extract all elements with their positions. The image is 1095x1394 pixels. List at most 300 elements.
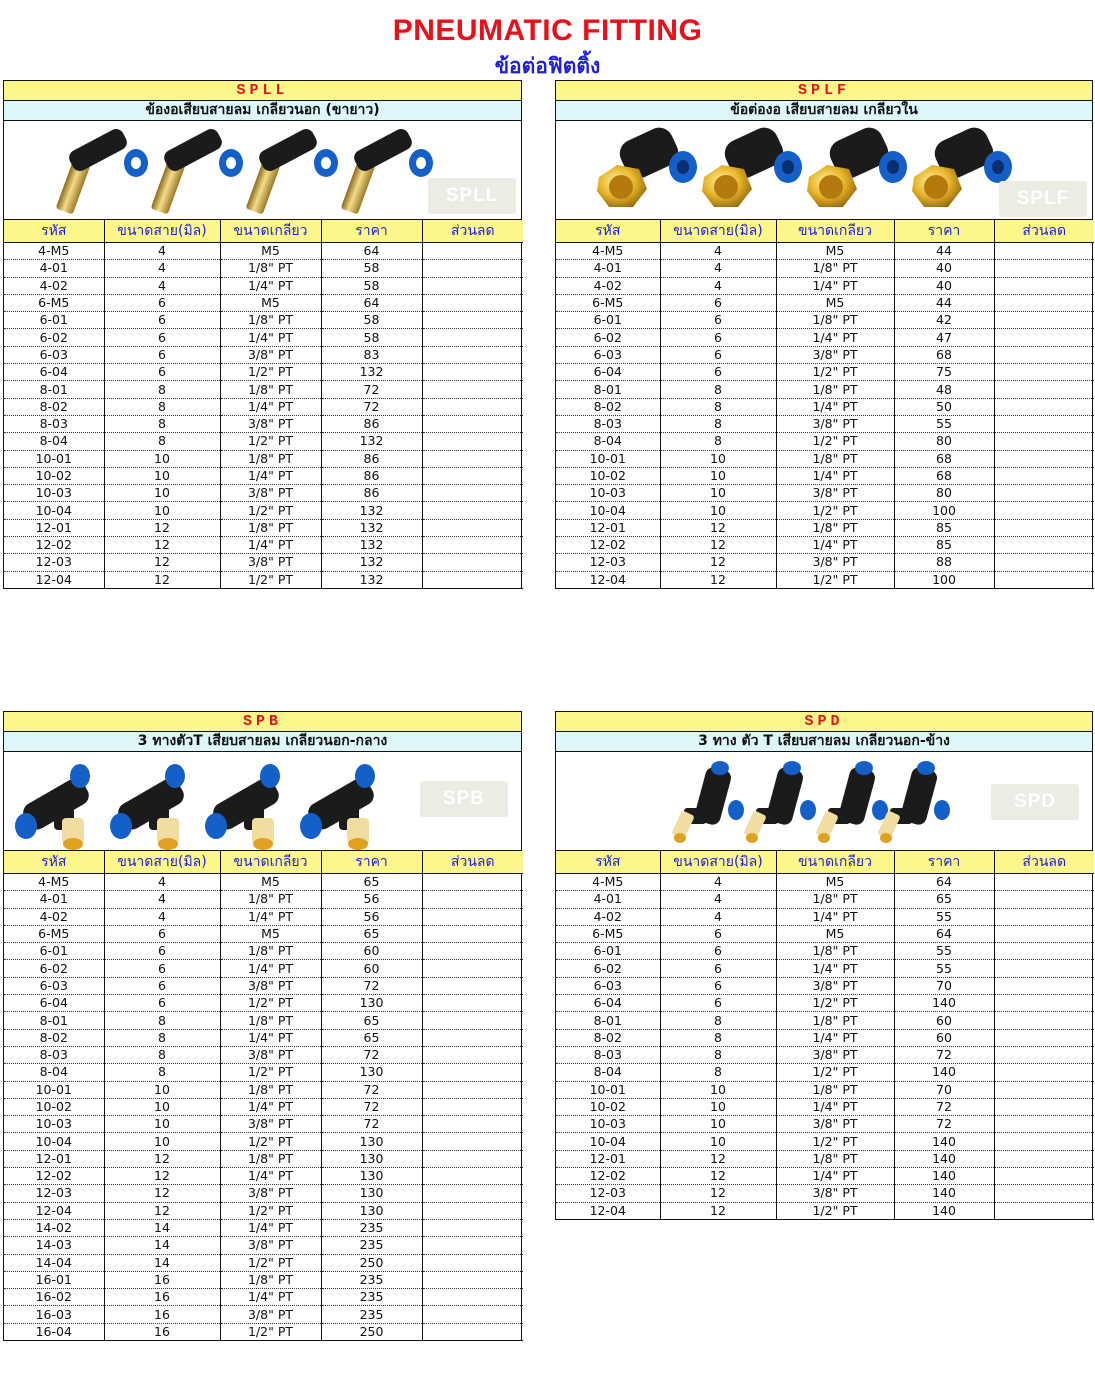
- cell-code: 4-02: [556, 908, 660, 925]
- cell-code: 12-02: [556, 537, 660, 554]
- cell-tube-size: 8: [104, 433, 220, 450]
- table-row: [556, 1185, 1094, 1202]
- table-row: [4, 1185, 523, 1202]
- cell-tube-size: 8: [104, 1012, 220, 1029]
- cell-discount: [994, 1098, 1094, 1115]
- cell-price: 44: [894, 294, 994, 311]
- cell-code: 6-02: [556, 329, 660, 346]
- cell-tube-size: 10: [104, 467, 220, 484]
- cell-code: 10-03: [556, 1116, 660, 1133]
- cell-tube-size: 10: [104, 450, 220, 467]
- cell-tube-size: 10: [660, 450, 776, 467]
- cell-thread-size: 1/4" PT: [220, 467, 321, 484]
- table-row: [556, 960, 1094, 977]
- table-row: [556, 485, 1094, 502]
- cell-tube-size: 6: [104, 346, 220, 363]
- cell-tube-size: 14: [104, 1219, 220, 1236]
- cell-price: 132: [321, 537, 422, 554]
- cell-tube-size: 6: [104, 925, 220, 942]
- cell-tube-size: 4: [104, 243, 220, 260]
- section-spb: [3, 711, 522, 1341]
- cell-price: 130: [321, 1150, 422, 1167]
- cell-price: 132: [321, 519, 422, 536]
- cell-thread-size: 1/2" PT: [776, 364, 894, 381]
- cell-discount: [994, 874, 1094, 891]
- table-row: [4, 925, 523, 942]
- cell-thread-size: 3/8" PT: [220, 1116, 321, 1133]
- table-row: [556, 925, 1094, 942]
- cell-thread-size: 1/8" PT: [776, 1081, 894, 1098]
- cell-discount: [422, 874, 523, 891]
- cell-price: 80: [894, 433, 994, 450]
- cell-price: 64: [894, 874, 994, 891]
- cell-price: 70: [894, 977, 994, 994]
- cell-price: 68: [894, 346, 994, 363]
- cell-price: 64: [321, 243, 422, 260]
- cell-tube-size: 10: [660, 502, 776, 519]
- cell-price: 86: [321, 485, 422, 502]
- cell-tube-size: 6: [104, 943, 220, 960]
- cell-tube-size: 8: [660, 398, 776, 415]
- cell-code: 8-03: [4, 1046, 104, 1063]
- cell-price: 140: [894, 1185, 994, 1202]
- cell-discount: [994, 485, 1094, 502]
- cell-tube-size: 6: [660, 995, 776, 1012]
- cell-code: 16-02: [4, 1289, 104, 1306]
- cell-thread-size: 1/2" PT: [776, 433, 894, 450]
- table-row: [556, 502, 1094, 519]
- cell-discount: [422, 381, 523, 398]
- cell-discount: [422, 312, 523, 329]
- table-row: [556, 346, 1094, 363]
- col-discount: ส่วนลด: [422, 220, 523, 243]
- cell-discount: [422, 1046, 523, 1063]
- cell-code: 6-M5: [556, 925, 660, 942]
- price-table: [4, 220, 523, 589]
- cell-price: 60: [894, 1029, 994, 1046]
- cell-discount: [422, 1012, 523, 1029]
- cell-thread-size: 1/4" PT: [776, 1098, 894, 1115]
- cell-discount: [994, 277, 1094, 294]
- cell-code: 4-02: [556, 277, 660, 294]
- cell-tube-size: 12: [660, 1150, 776, 1167]
- cell-price: 140: [894, 1133, 994, 1150]
- cell-thread-size: 1/2" PT: [776, 571, 894, 588]
- cell-thread-size: 1/8" PT: [776, 260, 894, 277]
- cell-tube-size: 10: [660, 485, 776, 502]
- cell-code: 8-01: [4, 381, 104, 398]
- cell-code: 8-04: [4, 433, 104, 450]
- cell-price: 130: [321, 1185, 422, 1202]
- cell-price: 85: [894, 537, 994, 554]
- cell-thread-size: 1/2" PT: [776, 1133, 894, 1150]
- cell-price: 55: [894, 960, 994, 977]
- cell-code: 8-03: [4, 415, 104, 432]
- table-row: [556, 554, 1094, 571]
- price-table: [556, 851, 1094, 1220]
- product-image: [556, 752, 1092, 851]
- cell-thread-size: 1/8" PT: [220, 519, 321, 536]
- cell-price: 58: [321, 260, 422, 277]
- cell-discount: [422, 908, 523, 925]
- cell-code: 8-01: [556, 381, 660, 398]
- table-row: [4, 277, 523, 294]
- cell-code: 6-03: [4, 977, 104, 994]
- cell-price: 68: [894, 450, 994, 467]
- cell-discount: [422, 1306, 523, 1323]
- cell-discount: [422, 1168, 523, 1185]
- table-row: [556, 381, 1094, 398]
- cell-code: 14-03: [4, 1237, 104, 1254]
- cell-tube-size: 12: [104, 1150, 220, 1167]
- table-row: [556, 891, 1094, 908]
- cell-discount: [994, 346, 1094, 363]
- cell-tube-size: 12: [660, 1185, 776, 1202]
- cell-thread-size: 1/8" PT: [220, 260, 321, 277]
- table-row: [4, 1098, 523, 1115]
- cell-thread-size: 1/8" PT: [220, 1081, 321, 1098]
- cell-price: 64: [321, 294, 422, 311]
- table-row: [4, 1306, 523, 1323]
- cell-thread-size: M5: [776, 294, 894, 311]
- table-row: [4, 1254, 523, 1271]
- cell-discount: [994, 415, 1094, 432]
- table-row: [556, 260, 1094, 277]
- cell-tube-size: 8: [104, 415, 220, 432]
- cell-tube-size: 12: [660, 519, 776, 536]
- cell-code: 12-02: [4, 1168, 104, 1185]
- cell-price: 130: [321, 1064, 422, 1081]
- product-description: ข้อต่องอ เสียบสายลม เกลียวใน: [556, 101, 1092, 121]
- cell-code: 6-03: [556, 977, 660, 994]
- cell-tube-size: 6: [104, 960, 220, 977]
- table-row: [4, 346, 523, 363]
- cell-tube-size: 10: [660, 467, 776, 484]
- cell-price: 56: [321, 891, 422, 908]
- cell-price: 72: [321, 977, 422, 994]
- table-row: [556, 995, 1094, 1012]
- cell-discount: [422, 960, 523, 977]
- cell-discount: [994, 943, 1094, 960]
- cell-discount: [994, 502, 1094, 519]
- cell-code: 6-01: [556, 312, 660, 329]
- cell-thread-size: 1/8" PT: [220, 312, 321, 329]
- cell-thread-size: 1/8" PT: [220, 891, 321, 908]
- cell-code: 10-03: [4, 1116, 104, 1133]
- cell-tube-size: 8: [660, 1046, 776, 1063]
- cell-price: 65: [321, 925, 422, 942]
- cell-discount: [422, 519, 523, 536]
- cell-discount: [422, 364, 523, 381]
- cell-code: 8-02: [556, 398, 660, 415]
- section-splf: [555, 80, 1093, 589]
- cell-thread-size: 1/8" PT: [776, 519, 894, 536]
- cell-discount: [994, 1185, 1094, 1202]
- cell-discount: [422, 537, 523, 554]
- cell-thread-size: M5: [220, 294, 321, 311]
- table-row: [556, 519, 1094, 536]
- table-row: [556, 977, 1094, 994]
- cell-discount: [422, 1219, 523, 1236]
- cell-tube-size: 6: [104, 364, 220, 381]
- cell-price: 56: [321, 908, 422, 925]
- table-row: [556, 1116, 1094, 1133]
- cell-tube-size: 8: [104, 1046, 220, 1063]
- cell-price: 250: [321, 1323, 422, 1340]
- cell-thread-size: 1/2" PT: [220, 502, 321, 519]
- cell-discount: [422, 1116, 523, 1133]
- cell-code: 6-04: [556, 995, 660, 1012]
- cell-thread-size: 3/8" PT: [220, 554, 321, 571]
- cell-discount: [994, 571, 1094, 588]
- cell-thread-size: 1/4" PT: [776, 908, 894, 925]
- cell-discount: [994, 554, 1094, 571]
- table-row: [4, 381, 523, 398]
- table-row: [4, 1168, 523, 1185]
- col-thread-size: ขนาดเกลียว: [776, 220, 894, 243]
- table-row: [4, 1064, 523, 1081]
- cell-thread-size: 1/8" PT: [776, 381, 894, 398]
- table-row: [4, 364, 523, 381]
- table-row: [4, 908, 523, 925]
- cell-tube-size: 6: [660, 925, 776, 942]
- cell-discount: [422, 1323, 523, 1340]
- cell-price: 140: [894, 995, 994, 1012]
- cell-code: 12-01: [556, 1150, 660, 1167]
- cell-discount: [994, 977, 1094, 994]
- cell-thread-size: 1/4" PT: [776, 537, 894, 554]
- product-description: 3 ทาง ตัว T เสียบสายลม เกลียวนอก-ข้าง: [556, 732, 1092, 752]
- table-row: [556, 1133, 1094, 1150]
- price-table: [4, 851, 523, 1341]
- cell-discount: [994, 312, 1094, 329]
- cell-code: 6-03: [556, 346, 660, 363]
- table-row: [4, 977, 523, 994]
- cell-price: 65: [321, 1029, 422, 1046]
- cell-discount: [994, 891, 1094, 908]
- cell-tube-size: 6: [660, 364, 776, 381]
- cell-price: 72: [321, 1116, 422, 1133]
- cell-tube-size: 4: [104, 874, 220, 891]
- cell-code: 10-04: [556, 1133, 660, 1150]
- cell-discount: [994, 364, 1094, 381]
- page-subtitle: ข้อต่อฟิตติ้ง: [494, 54, 601, 78]
- table-row: [556, 1046, 1094, 1063]
- cell-discount: [994, 519, 1094, 536]
- table-row: [4, 502, 523, 519]
- cell-code: 12-04: [4, 571, 104, 588]
- cell-code: 4-01: [556, 891, 660, 908]
- cell-code: 8-04: [4, 1064, 104, 1081]
- cell-discount: [422, 1202, 523, 1219]
- cell-tube-size: 8: [104, 381, 220, 398]
- cell-discount: [994, 467, 1094, 484]
- cell-thread-size: 1/2" PT: [220, 1323, 321, 1340]
- cell-thread-size: 1/4" PT: [776, 398, 894, 415]
- cell-price: 65: [321, 1012, 422, 1029]
- cell-discount: [422, 1254, 523, 1271]
- cell-thread-size: 1/2" PT: [776, 502, 894, 519]
- cell-discount: [422, 943, 523, 960]
- cell-price: 235: [321, 1219, 422, 1236]
- cell-price: 132: [321, 554, 422, 571]
- cell-price: 47: [894, 329, 994, 346]
- table-row: [556, 1098, 1094, 1115]
- cell-code: 4-M5: [4, 874, 104, 891]
- cell-code: 6-M5: [4, 925, 104, 942]
- cell-price: 60: [894, 1012, 994, 1029]
- table-row: [4, 485, 523, 502]
- cell-thread-size: 3/8" PT: [220, 346, 321, 363]
- product-tag: SPD: [991, 784, 1079, 820]
- cell-price: 64: [894, 925, 994, 942]
- table-row: [4, 1237, 523, 1254]
- cell-discount: [422, 346, 523, 363]
- cell-tube-size: 12: [660, 1168, 776, 1185]
- cell-discount: [422, 433, 523, 450]
- cell-discount: [422, 467, 523, 484]
- cell-discount: [994, 1029, 1094, 1046]
- cell-price: 72: [321, 398, 422, 415]
- cell-discount: [422, 977, 523, 994]
- cell-code: 10-04: [4, 1133, 104, 1150]
- cell-tube-size: 8: [660, 1012, 776, 1029]
- cell-price: 65: [894, 891, 994, 908]
- table-row: [4, 1289, 523, 1306]
- cell-thread-size: 1/4" PT: [220, 1168, 321, 1185]
- cell-thread-size: 1/2" PT: [776, 1064, 894, 1081]
- cell-code: 8-02: [4, 1029, 104, 1046]
- table-row: [556, 450, 1094, 467]
- cell-thread-size: 1/4" PT: [776, 960, 894, 977]
- col-discount: ส่วนลด: [422, 851, 523, 874]
- cell-thread-size: 3/8" PT: [220, 1046, 321, 1063]
- cell-thread-size: 3/8" PT: [220, 1185, 321, 1202]
- cell-thread-size: 1/8" PT: [220, 1150, 321, 1167]
- cell-discount: [994, 995, 1094, 1012]
- table-header: [556, 851, 1094, 874]
- col-price: ราคา: [321, 220, 422, 243]
- cell-price: 235: [321, 1271, 422, 1288]
- cell-discount: [994, 329, 1094, 346]
- cell-tube-size: 4: [660, 891, 776, 908]
- table-row: [4, 1029, 523, 1046]
- cell-thread-size: 1/8" PT: [220, 1271, 321, 1288]
- table-row: [4, 294, 523, 311]
- cell-tube-size: 6: [660, 943, 776, 960]
- cell-code: 6-04: [4, 364, 104, 381]
- cell-price: 132: [321, 502, 422, 519]
- cell-thread-size: M5: [776, 925, 894, 942]
- cell-tube-size: 4: [104, 277, 220, 294]
- cell-price: 48: [894, 381, 994, 398]
- product-code: SPB: [4, 712, 521, 732]
- cell-code: 8-03: [556, 1046, 660, 1063]
- cell-tube-size: 8: [104, 1064, 220, 1081]
- cell-thread-size: 1/2" PT: [220, 1202, 321, 1219]
- cell-discount: [422, 1289, 523, 1306]
- cell-code: 12-01: [4, 1150, 104, 1167]
- cell-thread-size: 1/4" PT: [776, 467, 894, 484]
- cell-tube-size: 6: [660, 312, 776, 329]
- cell-thread-size: M5: [220, 243, 321, 260]
- table-row: [4, 1116, 523, 1133]
- cell-price: 140: [894, 1202, 994, 1219]
- cell-tube-size: 6: [660, 346, 776, 363]
- cell-tube-size: 6: [104, 329, 220, 346]
- product-description: 3 ทางตัวT เสียบสายลม เกลียวนอก-กลาง: [4, 732, 521, 752]
- cell-tube-size: 12: [104, 519, 220, 536]
- cell-code: 12-01: [4, 519, 104, 536]
- cell-price: 88: [894, 554, 994, 571]
- cell-thread-size: 1/4" PT: [220, 537, 321, 554]
- cell-code: 10-01: [4, 1081, 104, 1098]
- cell-thread-size: 3/8" PT: [776, 415, 894, 432]
- table-row: [4, 874, 523, 891]
- cell-discount: [422, 1150, 523, 1167]
- cell-code: 12-04: [4, 1202, 104, 1219]
- cell-code: 12-03: [556, 1185, 660, 1202]
- cell-thread-size: 1/4" PT: [220, 908, 321, 925]
- cell-code: 10-02: [556, 1098, 660, 1115]
- cell-discount: [422, 1133, 523, 1150]
- cell-tube-size: 16: [104, 1289, 220, 1306]
- cell-thread-size: 1/4" PT: [220, 277, 321, 294]
- cell-price: 75: [894, 364, 994, 381]
- cell-code: 8-04: [556, 1064, 660, 1081]
- table-row: [4, 1150, 523, 1167]
- cell-tube-size: 10: [104, 1116, 220, 1133]
- cell-code: 10-04: [4, 502, 104, 519]
- table-row: [4, 571, 523, 588]
- product-tag: SPLF: [999, 181, 1087, 217]
- cell-thread-size: 1/8" PT: [776, 1150, 894, 1167]
- product-description: ข้องอเสียบสายลม เกลียวนอก (ขายาว): [4, 101, 521, 121]
- cell-code: 6-04: [4, 995, 104, 1012]
- table-row: [4, 415, 523, 432]
- table-row: [4, 960, 523, 977]
- cell-thread-size: 3/8" PT: [776, 1185, 894, 1202]
- table-row: [4, 243, 523, 260]
- cell-code: 8-02: [556, 1029, 660, 1046]
- cell-discount: [422, 329, 523, 346]
- cell-discount: [994, 1081, 1094, 1098]
- cell-code: 8-04: [556, 433, 660, 450]
- product-image: [4, 752, 521, 851]
- cell-price: 60: [321, 943, 422, 960]
- cell-discount: [422, 571, 523, 588]
- cell-discount: [994, 398, 1094, 415]
- cell-code: 4-M5: [556, 243, 660, 260]
- cell-code: 6-02: [4, 329, 104, 346]
- table-row: [556, 294, 1094, 311]
- cell-tube-size: 16: [104, 1271, 220, 1288]
- table-row: [4, 467, 523, 484]
- cell-thread-size: 1/4" PT: [776, 277, 894, 294]
- cell-thread-size: 1/8" PT: [776, 312, 894, 329]
- cell-code: 6-01: [4, 943, 104, 960]
- cell-price: 55: [894, 943, 994, 960]
- table-row: [556, 874, 1094, 891]
- cell-price: 72: [321, 1046, 422, 1063]
- cell-discount: [422, 398, 523, 415]
- col-tube-size: ขนาดสาย(มิล): [104, 220, 220, 243]
- cell-price: 140: [894, 1168, 994, 1185]
- cell-thread-size: 1/2" PT: [220, 995, 321, 1012]
- cell-tube-size: 12: [104, 1202, 220, 1219]
- cell-thread-size: 3/8" PT: [776, 485, 894, 502]
- table-row: [4, 1219, 523, 1236]
